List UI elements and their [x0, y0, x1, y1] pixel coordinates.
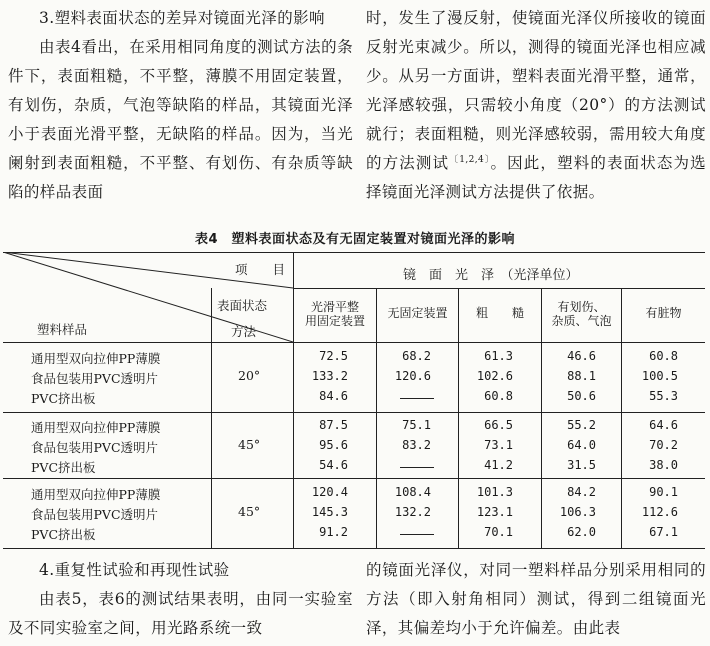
- empty-cell-dash: [400, 467, 434, 468]
- gloss-value: 108.4: [394, 485, 431, 499]
- gloss-value: 102.6: [476, 369, 513, 383]
- text-column-bottom-left: [8, 556, 353, 643]
- gloss-value: 55.2: [567, 418, 596, 432]
- gloss-value: 145.3: [311, 505, 348, 519]
- gloss-value: 55.3: [649, 389, 678, 403]
- gloss-value: 123.1: [476, 505, 513, 519]
- gloss-value: 64.6: [649, 418, 678, 432]
- gloss-value: 38.0: [649, 458, 678, 472]
- col-header-no-fixture: 无固定装置: [387, 306, 448, 320]
- gloss-value: 84.2: [567, 485, 596, 499]
- header-method-label: 方法: [231, 324, 257, 339]
- gloss-value: 87.5: [319, 418, 348, 432]
- section-heading-4: 4.重复性试验和再现性试验: [39, 561, 230, 579]
- method-angle: 45°: [238, 437, 261, 452]
- col-header-scratched: 有划伤、 杂质、气泡: [551, 300, 612, 328]
- col-header-smooth: 光滑平整 用固定装置: [304, 300, 365, 328]
- gloss-value: 73.1: [484, 438, 513, 452]
- sample-name: 通用型双向拉伸PP薄膜: [31, 487, 161, 502]
- text-column-top-right: [366, 4, 706, 207]
- col-header-dirty: 有脏物: [645, 306, 682, 320]
- data-table: [3, 252, 705, 550]
- sample-name: PVC挤出板: [31, 460, 96, 475]
- gloss-value: 120.4: [311, 485, 348, 499]
- gloss-value: 112.6: [641, 505, 678, 519]
- col-header-rough: 粗 糙: [475, 306, 524, 320]
- header-gloss-label: 镜 面 光 泽 （光泽单位）: [403, 268, 579, 283]
- section-heading-3: 3.塑料表面状态的差异对镜面光泽的影响: [39, 9, 325, 27]
- gloss-value: 68.2: [402, 349, 431, 363]
- sample-name: 食品包装用PVC透明片: [31, 371, 159, 386]
- paragraph-continued: [366, 4, 706, 207]
- gloss-value: 64.0: [567, 438, 596, 452]
- gloss-value: 83.2: [402, 438, 431, 452]
- gloss-value: 75.1: [402, 418, 431, 432]
- text-column-top-left: [8, 4, 353, 207]
- gloss-value: 62.0: [567, 525, 596, 539]
- gloss-value: 50.6: [567, 389, 596, 403]
- sample-name: 食品包装用PVC透明片: [31, 507, 159, 522]
- table-title: 表4 塑料表面状态及有无固定装置对镜面光泽的影响: [194, 232, 516, 247]
- header-surface-state-label: 表面状态: [217, 298, 268, 313]
- paragraph-text-b: 。因此，塑料的表面状态为选择镜面光泽测试方法提供了依据。: [366, 154, 706, 201]
- sample-name: 食品包装用PVC透明片: [31, 440, 159, 455]
- gloss-value: 70.2: [649, 438, 678, 452]
- sample-name: PVC挤出板: [31, 527, 96, 542]
- citation: 〔1,2,4〕: [449, 154, 491, 165]
- paragraph-repeatability: 由表5，表6的测试结果表明，由同一实验室及不同实验室之间，用光路系统一致: [8, 590, 353, 637]
- gloss-value: 60.8: [649, 349, 678, 363]
- gloss-value: 41.2: [484, 458, 513, 472]
- gloss-value: 91.2: [319, 525, 348, 539]
- header-item-label: 项 目: [235, 262, 286, 277]
- paragraph-table4-discussion: 由表4看出，在采用相同角度的测试方法的条件下，表面粗糙，不平整，薄膜不用固定装置，有划伤，杂质，气泡等缺陷的样品，其镜面光泽小于表面光滑平整，无缺陷的样品。因为，当光阑射到表面粗糙，不平整、有划伤、有杂质等缺陷的样品表面: [8, 38, 353, 201]
- gloss-value: 60.8: [484, 389, 513, 403]
- gloss-value: 88.1: [567, 369, 596, 383]
- sample-name: 通用型双向拉伸PP薄膜: [31, 351, 161, 366]
- text-column-bottom-right: [366, 556, 706, 643]
- gloss-value: 100.5: [641, 369, 678, 383]
- paragraph-text-a: 时，发生了漫反射，使镜面光泽仪所接收的镜面反射光束减少。所以，测得的镜面光泽也相应减少。从另一方面讲，塑料表面光滑平整，通常，光泽感较强，只需较小角度（20°）的方法测试就行；表面粗糙，则光泽感较弱，需用较大角度的方法测试: [366, 9, 706, 172]
- gloss-value: 61.3: [484, 349, 513, 363]
- gloss-value: 54.6: [319, 458, 348, 472]
- gloss-value: 95.6: [319, 438, 348, 452]
- gloss-value: 46.6: [567, 349, 596, 363]
- method-angle: 20°: [238, 368, 261, 383]
- gloss-value: 66.5: [484, 418, 513, 432]
- gloss-value: 67.1: [649, 525, 678, 539]
- paragraph-repeatability-continued: 的镜面光泽仪，对同一塑料样品分别采用相同的方法（即入射角相同）测试，得到二组镜面光泽，其偏差均小于允许偏差。由此表: [366, 561, 706, 637]
- gloss-value: 120.6: [394, 369, 431, 383]
- gloss-value: 90.1: [649, 485, 678, 499]
- header-sample-label: 塑料样品: [37, 322, 88, 337]
- method-angle: 45°: [238, 504, 261, 519]
- gloss-value: 133.2: [311, 369, 348, 383]
- sample-name: PVC挤出板: [31, 391, 96, 406]
- empty-cell-dash: [400, 398, 434, 399]
- gloss-value: 84.6: [319, 389, 348, 403]
- empty-cell-dash: [400, 534, 434, 535]
- gloss-value: 70.1: [484, 525, 513, 539]
- sample-name: 通用型双向拉伸PP薄膜: [31, 420, 161, 435]
- gloss-value: 132.2: [394, 505, 431, 519]
- gloss-value: 72.5: [319, 349, 348, 363]
- gloss-value: 101.3: [476, 485, 513, 499]
- gloss-value: 106.3: [559, 505, 596, 519]
- gloss-value: 31.5: [567, 458, 596, 472]
